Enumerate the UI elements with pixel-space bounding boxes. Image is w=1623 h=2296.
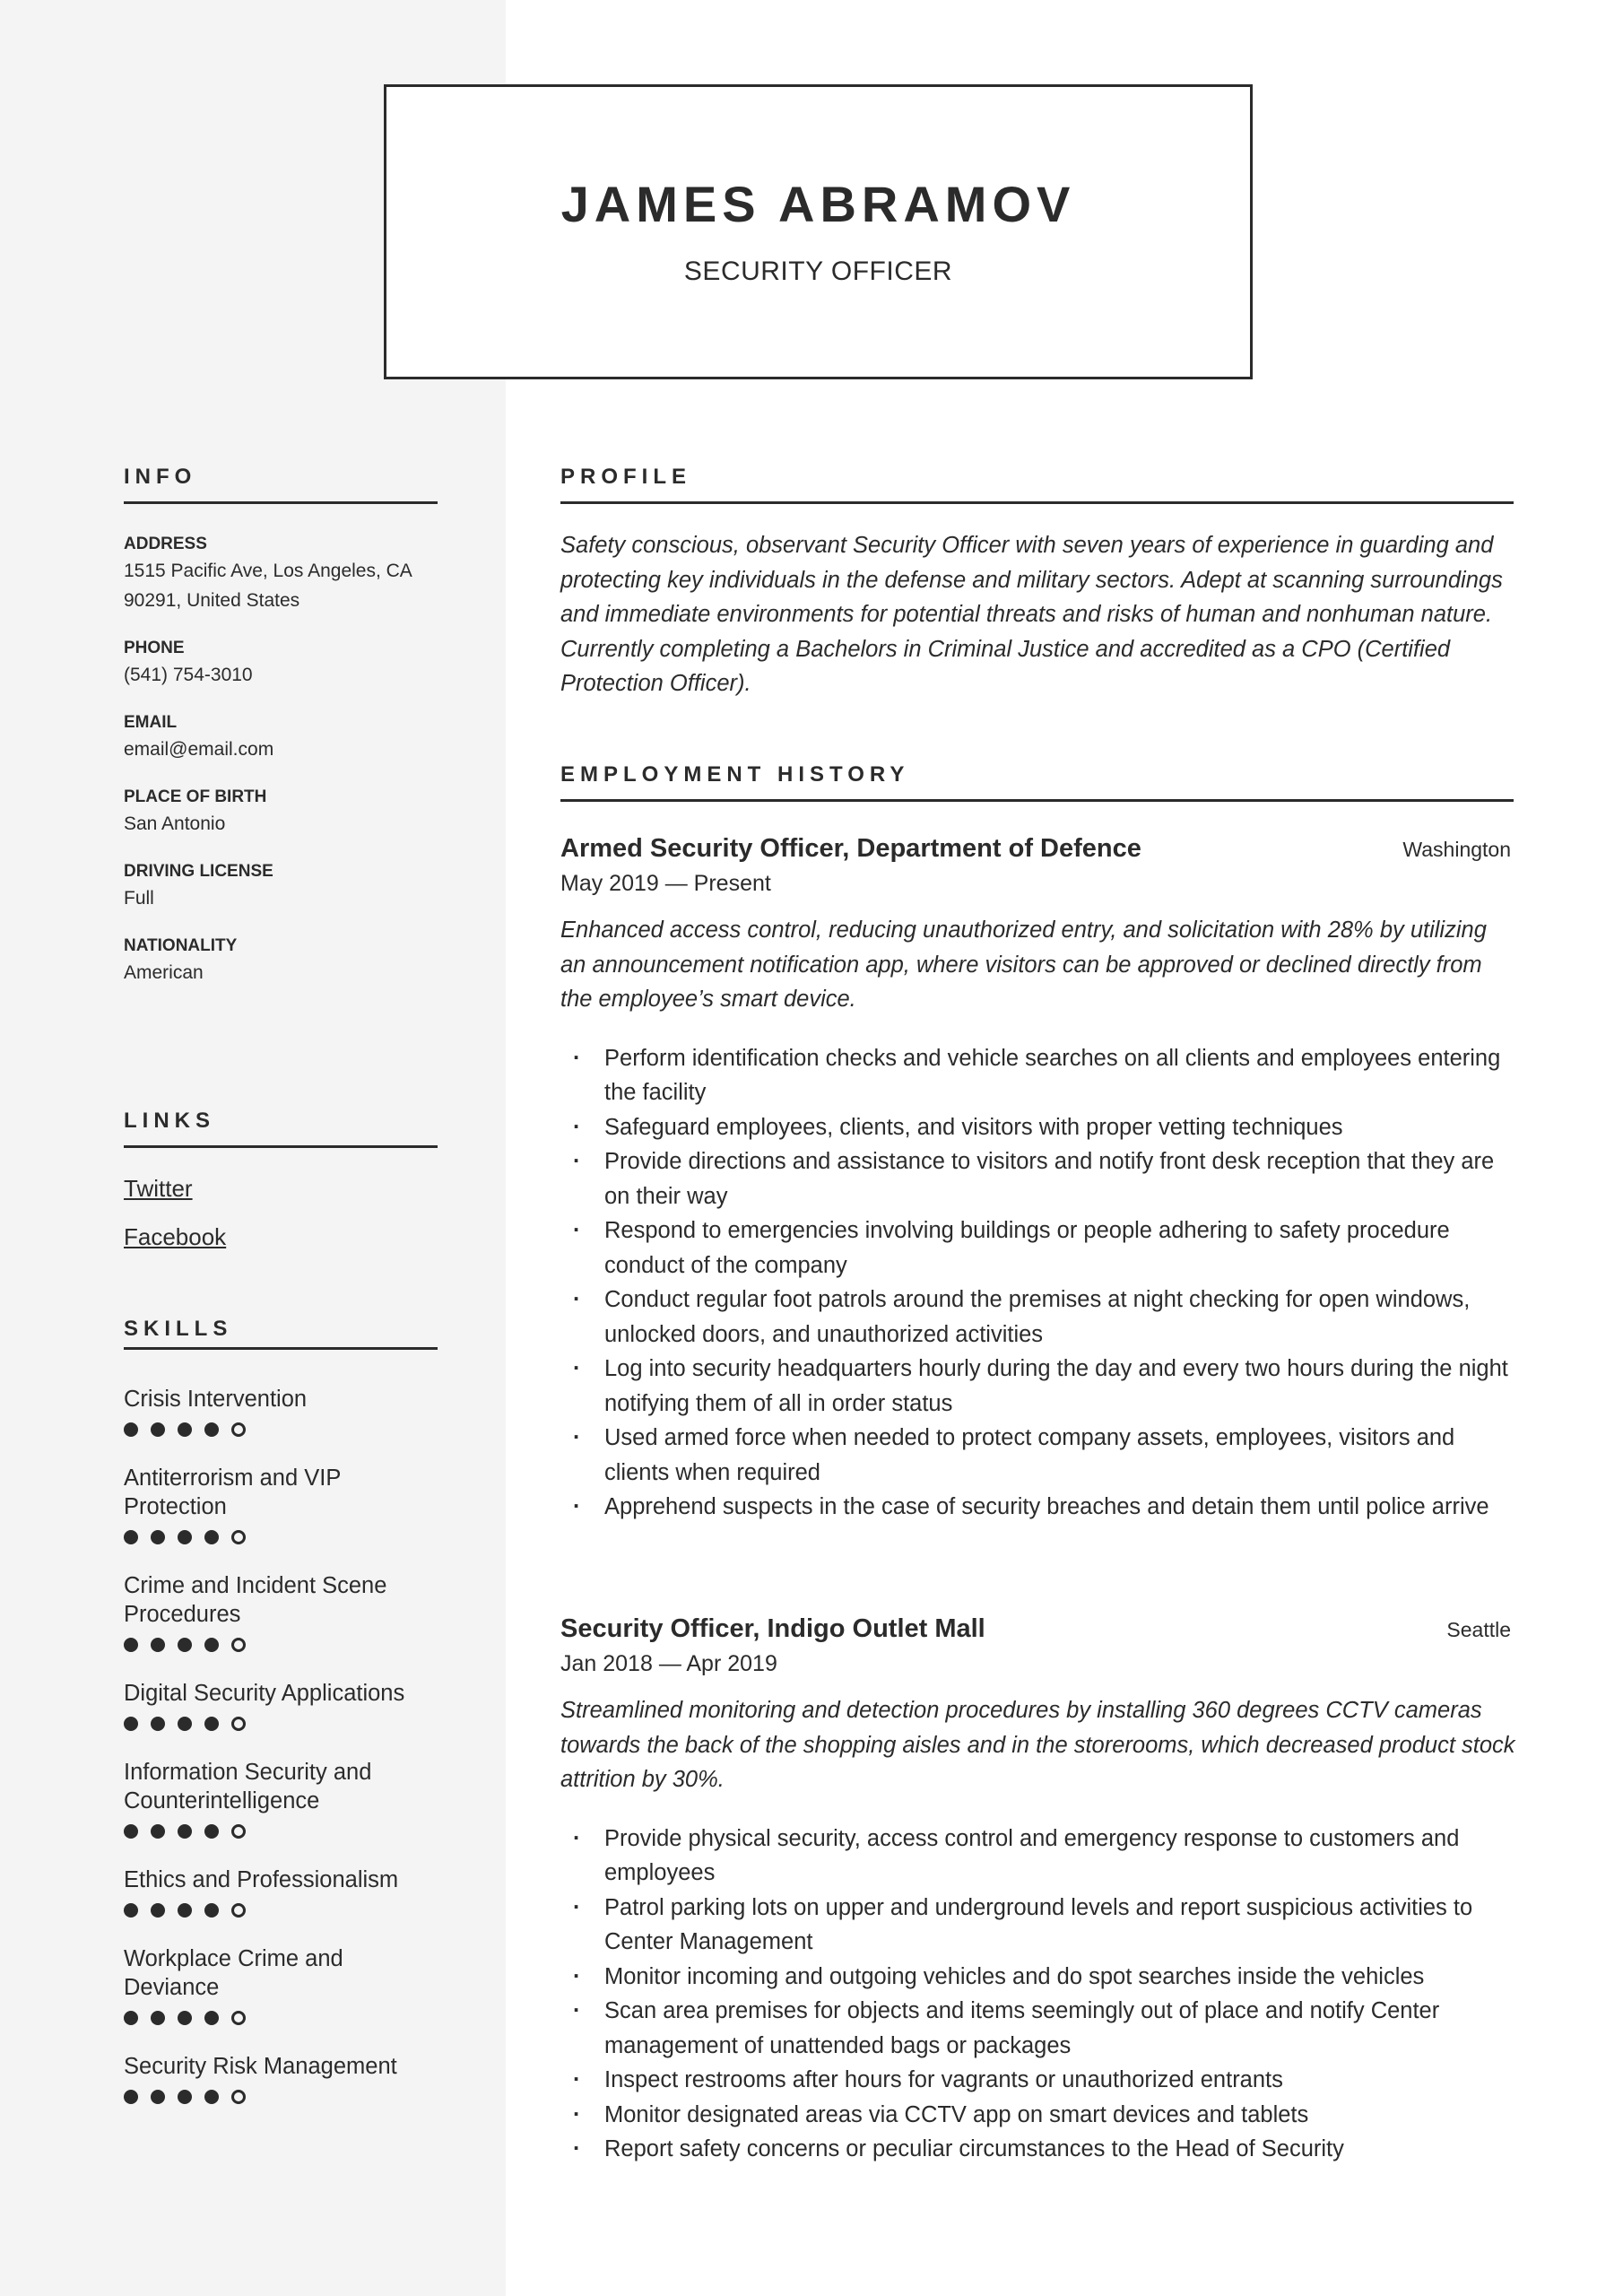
links-heading: LINKS: [124, 1109, 215, 1133]
job-title: Security Officer, Indigo Outlet Mall: [560, 1614, 985, 1643]
filled-dot-icon: [178, 1638, 192, 1652]
bullet-item: · Provide directions and assistance to visitors and notify front desk reception that they are on their way: [560, 1144, 1515, 1213]
info-item: [124, 639, 438, 690]
skill-rating: [124, 2090, 438, 2104]
filled-dot-icon: [178, 1717, 192, 1731]
skills-divider: [124, 1347, 438, 1350]
info-item: [124, 713, 438, 764]
info-divider: [124, 501, 438, 504]
bullet-item: · Used armed force when needed to protect company assets, employees, visitors and clients when required: [560, 1421, 1515, 1490]
info-value: 1515 Pacific Ave, Los Angeles, CA 90291, United States: [124, 561, 412, 611]
empty-dot-icon: [231, 2090, 246, 2104]
info-heading: INFO: [124, 465, 197, 489]
filled-dot-icon: [178, 1824, 192, 1839]
skill-item: [124, 1464, 438, 1544]
info-label: DRIVING LICENSE: [124, 862, 273, 881]
skill-name: Antiterrorism and VIP Protection: [124, 1465, 341, 1519]
skill-name: Crisis Intervention: [124, 1387, 308, 1412]
bullet-item: · Monitor incoming and outgoing vehicles and do spot searches inside the vehicles: [560, 1960, 1515, 1995]
skill-item: [124, 1571, 438, 1652]
link-twitter[interactable]: Twitter: [124, 1175, 193, 1202]
job-dates: May 2019 — Present: [560, 871, 771, 896]
filled-dot-icon: [151, 1530, 165, 1544]
filled-dot-icon: [151, 2090, 165, 2104]
skills-list: [124, 1385, 438, 2131]
info-item: [124, 936, 438, 987]
filled-dot-icon: [204, 2090, 219, 2104]
candidate-title: SECURITY OFFICER: [683, 257, 953, 286]
job-entry: [560, 834, 1515, 1525]
skill-rating: [124, 1903, 438, 1918]
filled-dot-icon: [204, 1422, 219, 1437]
filled-dot-icon: [204, 1638, 219, 1652]
skill-item: [124, 1758, 438, 1839]
skill-item: [124, 1866, 438, 1918]
bullet-item: · Provide physical security, access control and emergency response to customers and employees: [560, 1822, 1515, 1891]
skills-heading: SKILLS: [124, 1317, 233, 1341]
filled-dot-icon: [178, 2011, 192, 2025]
job-title: Armed Security Officer, Department of Defence: [560, 834, 1141, 863]
info-value: San Antonio: [124, 813, 226, 834]
info-label: PHONE: [124, 639, 185, 657]
filled-dot-icon: [124, 1824, 138, 1839]
skill-rating: [124, 1717, 438, 1731]
job-location: Washington: [1402, 838, 1511, 861]
filled-dot-icon: [178, 2090, 192, 2104]
employment-heading: EMPLOYMENT HISTORY: [560, 762, 910, 787]
job-description: Enhanced access control, reducing unauthorized entry, and solicitation with 28% by utilizing an announcement notification app, where visitors can be approved or declined directly from the employee’s smart device.: [560, 918, 1487, 1013]
filled-dot-icon: [204, 2011, 219, 2025]
skill-item: [124, 1679, 438, 1731]
skill-name: Digital Security Applications: [124, 1681, 405, 1706]
bullet-item: · Report safety concerns or peculiar circumstances to the Head of Security: [560, 2132, 1515, 2167]
bullet-item: · Scan area premises for objects and items seemingly out of place and notify Center management of unattended bags or packages: [560, 1994, 1515, 2063]
info-label: ADDRESS: [124, 535, 207, 553]
bullet-item: · Patrol parking lots on upper and underground levels and report suspicious activities to Center Management: [560, 1891, 1515, 1960]
filled-dot-icon: [124, 2011, 138, 2025]
filled-dot-icon: [124, 1903, 138, 1918]
skill-item: [124, 1385, 438, 1437]
links-divider: [124, 1145, 438, 1148]
info-label: EMAIL: [124, 713, 178, 732]
skill-rating: [124, 1530, 438, 1544]
skill-rating: [124, 1638, 438, 1652]
filled-dot-icon: [204, 1903, 219, 1918]
name-header-box: [384, 84, 1253, 379]
filled-dot-icon: [124, 1638, 138, 1652]
info-label: PLACE OF BIRTH: [124, 787, 267, 806]
skill-rating: [124, 1824, 438, 1839]
bullet-item: · Conduct regular foot patrols around the premises at night checking for open windows, unlocked doors, and unauthorized activities: [560, 1283, 1515, 1352]
empty-dot-icon: [231, 1717, 246, 1731]
info-item: [124, 535, 438, 615]
skill-name: Workplace Crime and Deviance: [124, 1946, 343, 2000]
empty-dot-icon: [231, 1422, 246, 1437]
info-item: [124, 862, 438, 913]
info-label: NATIONALITY: [124, 936, 238, 955]
filled-dot-icon: [151, 2011, 165, 2025]
bullet-item: · Apprehend suspects in the case of security breaches and detain them until police arrive: [560, 1490, 1515, 1525]
job-bullets: [560, 1822, 1515, 2167]
job-description: Streamlined monitoring and detection procedures by installing 360 degrees CCTV cameras towards the back of the shopping aisles and in the storerooms, which decreased product stock attrition by 30%.: [560, 1698, 1515, 1793]
skill-name: Information Security and Counterintelligence: [124, 1760, 372, 1813]
filled-dot-icon: [178, 1903, 192, 1918]
filled-dot-icon: [151, 1422, 165, 1437]
filled-dot-icon: [124, 1717, 138, 1731]
filled-dot-icon: [151, 1903, 165, 1918]
bullet-item: · Perform identification checks and vehicle searches on all clients and employees entering the facility: [560, 1041, 1515, 1110]
info-list: [124, 535, 438, 1011]
job-location: Seattle: [1446, 1618, 1511, 1641]
bullet-item: · Monitor designated areas via CCTV app on smart devices and tablets: [560, 2098, 1515, 2133]
bullet-item: · Inspect restrooms after hours for vagrants or unauthorized entrants: [560, 2063, 1515, 2098]
link-facebook[interactable]: Facebook: [124, 1223, 227, 1250]
filled-dot-icon: [151, 1638, 165, 1652]
filled-dot-icon: [151, 1717, 165, 1731]
skill-rating: [124, 1422, 438, 1437]
job-header: [560, 1614, 1515, 1644]
filled-dot-icon: [204, 1824, 219, 1839]
info-value: email@email.com: [124, 739, 274, 760]
job-header: [560, 834, 1515, 864]
skill-item: [124, 2052, 438, 2104]
skill-name: Ethics and Professionalism: [124, 1867, 399, 1892]
filled-dot-icon: [151, 1824, 165, 1839]
filled-dot-icon: [178, 1530, 192, 1544]
bullet-item: · Respond to emergencies involving buildings or people adhering to safety procedure conduct of the company: [560, 1213, 1515, 1283]
empty-dot-icon: [231, 1824, 246, 1839]
job-entry: [560, 1614, 1515, 2167]
info-value: (541) 754-3010: [124, 665, 253, 685]
skill-rating: [124, 2011, 438, 2025]
employment-divider: [560, 799, 1514, 802]
skill-name: Crime and Incident Scene Procedures: [124, 1573, 387, 1627]
job-bullets: [560, 1041, 1515, 1525]
filled-dot-icon: [204, 1717, 219, 1731]
skill-item: [124, 1944, 438, 2025]
bullet-item: · Safeguard employees, clients, and visitors with proper vetting techniques: [560, 1110, 1515, 1145]
empty-dot-icon: [231, 1638, 246, 1652]
bullet-item: · Log into security headquarters hourly during the day and every two hours during the night notifying them of all in order status: [560, 1352, 1515, 1421]
info-value: American: [124, 962, 204, 983]
filled-dot-icon: [124, 1422, 138, 1437]
empty-dot-icon: [231, 1903, 246, 1918]
filled-dot-icon: [204, 1530, 219, 1544]
candidate-name: JAMES ABRAMOV: [560, 176, 1076, 232]
profile-divider: [560, 501, 1514, 504]
job-dates: Jan 2018 — Apr 2019: [560, 1651, 777, 1676]
profile-text: Safety conscious, observant Security Officer with seven years of experience in guarding and protecting key individuals in the defense and military sectors. Adept at scanning surroundings and immediate environments for potential threats and risks of human and nonhuman nature. Currently completing a Bachelors in Criminal Justice and accredited as a CPO (Certified Protection Officer).: [560, 533, 1503, 697]
filled-dot-icon: [124, 1530, 138, 1544]
info-value: Full: [124, 888, 154, 909]
skill-name: Security Risk Management: [124, 2054, 397, 2079]
empty-dot-icon: [231, 1530, 246, 1544]
profile-heading: PROFILE: [560, 465, 692, 489]
filled-dot-icon: [178, 1422, 192, 1437]
empty-dot-icon: [231, 2011, 246, 2025]
filled-dot-icon: [124, 2090, 138, 2104]
info-item: [124, 787, 438, 839]
